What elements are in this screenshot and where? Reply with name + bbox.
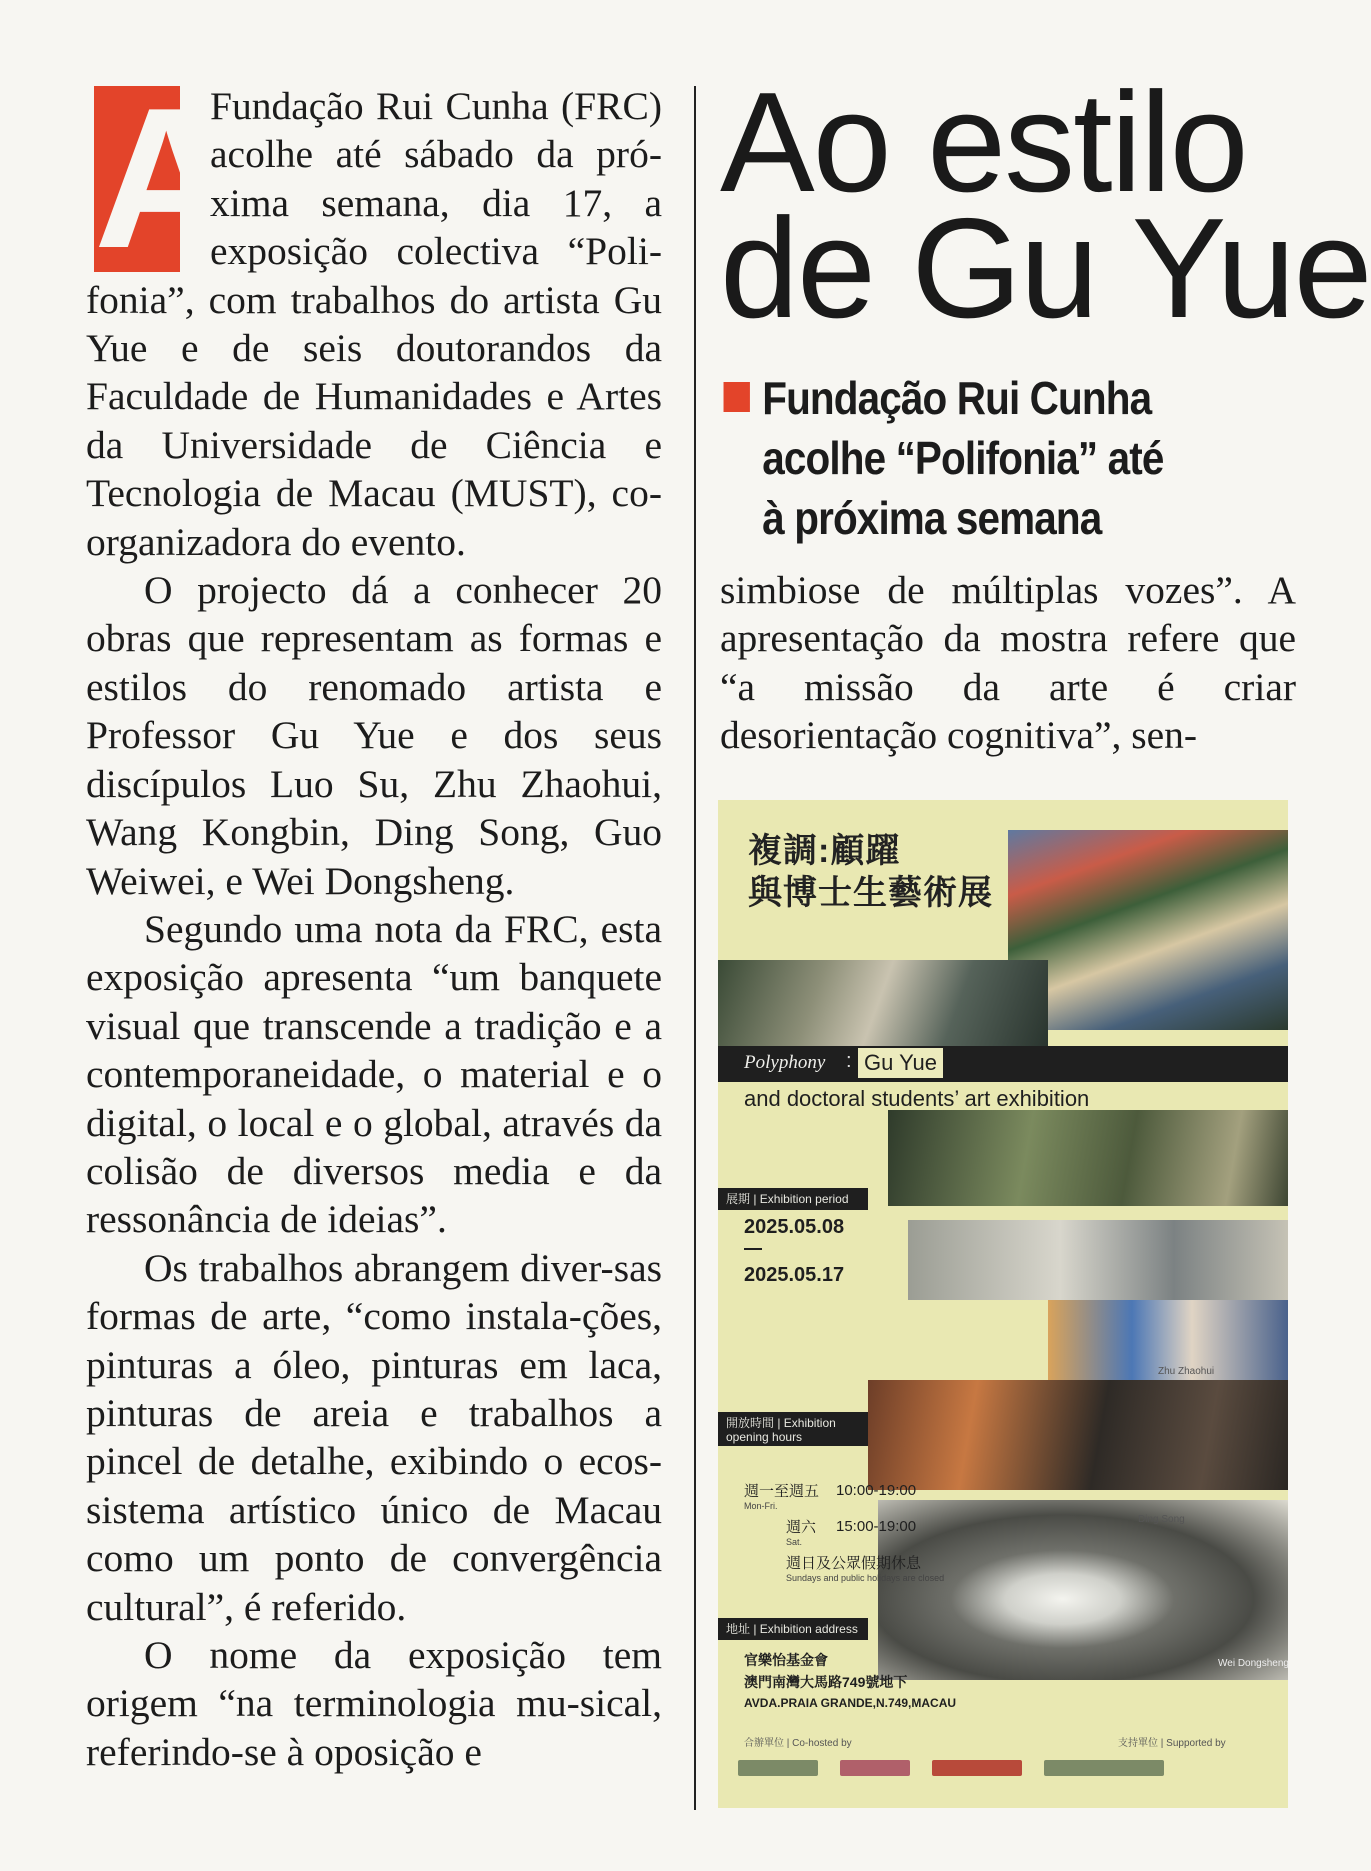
logo-faculty [840, 1760, 910, 1776]
saturday-cn: 週六 [786, 1519, 817, 1536]
paragraph-1: Fundação Rui Cunha (FRC) acolhe até sábado da pró-xima semana, dia 17, a exposição colectiva “Poli-fonia”, com trabalhos do artista Gu Yue e de seis doutorandos da Faculdade de Humanidades e Artes da Universidade de Ciência e Tecnologia de Macau (MUST), co-organizadora do evento. [86, 84, 662, 564]
organizer-label: 合辦單位 | Co-hosted by [744, 1738, 852, 1749]
subheadline [720, 368, 1283, 548]
sponsor-logos [738, 1756, 1278, 1780]
artwork-collage-4 [908, 1220, 1288, 1300]
weekday-en: Mon-Fri. [744, 1501, 778, 1511]
right-text [720, 566, 1296, 760]
period-label: 展期 | Exhibition period [718, 1188, 868, 1210]
square-bullet-icon [724, 382, 750, 412]
paragraph-3: Segundo uma nota da FRC, esta exposição apresenta “um banquete visual que transcende a tradição e a contemporaneidade, o material e o digital, o local e o global, através da colisão de diversos media e da ressonância de ideias”. [86, 906, 662, 1242]
artwork-collage-6 [868, 1380, 1288, 1490]
artist-label-zhu: Zhu Zhaohui [1158, 1366, 1215, 1377]
hours-weekday [744, 1480, 819, 1511]
subhead-line-1: Fundação Rui Cunha [762, 372, 1152, 424]
headline-line-1: Ao estilo [720, 63, 1247, 222]
saturday-en: Sat. [786, 1537, 803, 1547]
drop-cap: A [94, 67, 239, 290]
subhead-line-3: à próxima semana [762, 492, 1102, 544]
subhead-line-2: acolhe “Polifonia” até [762, 432, 1164, 484]
hours-weekday-time: 10:00-19:00 [836, 1482, 917, 1499]
hours-label: 開放時間 | Exhibition opening hours [718, 1412, 868, 1446]
artist-label-ding: Ding Song [1138, 1514, 1185, 1525]
closed-en: Sundays and public holidays are closed [786, 1573, 945, 1583]
sculpture-image [878, 1500, 1288, 1680]
logo-supporter [1044, 1760, 1164, 1776]
paragraph-2: O projecto dá a conhecer 20 obras que representam as formas e estilos do renomado artista e Professor Gu Yue e dos seus discípulos Luo Su, Zhu Zhaohui, Wang Kongbin, Ding Song, Guo Weiwei, e Wei Dongsheng. [86, 568, 662, 903]
date-dash [744, 1248, 762, 1250]
exhibition-poster-image [718, 800, 1288, 1808]
hours-saturday [786, 1516, 816, 1547]
headline [720, 63, 1371, 348]
date-end: 2025.05.17 [744, 1264, 845, 1286]
supporter-label: 支持單位 | Supported by [1118, 1738, 1226, 1749]
weekday-cn: 週一至週五 [744, 1483, 820, 1500]
artwork-collage-2 [718, 960, 1048, 1060]
paragraph-5: O nome da exposição tem origem “na terminologia mu-sical, referindo-se à oposição e [86, 1633, 662, 1774]
poster-title-cn-line-1: 複調:顧躍 [748, 832, 901, 870]
poster-title-polyphony: Polyphony [744, 1052, 826, 1073]
hours-saturday-time: 15:00-19:00 [836, 1518, 917, 1535]
logo-must [738, 1760, 818, 1776]
date-start: 2025.05.08 [744, 1216, 845, 1238]
artwork-collage-3 [888, 1110, 1288, 1206]
venue-name: 官樂怡基金會 [744, 1652, 828, 1668]
paragraph-4: Os trabalhos abrangem diver-sas formas de arte, “como instala-ções, pinturas a óleo, pinturas em laca, pinturas de areia e trabalhos a pincel de detalhe, exibindo o ecos-sistema artístico único de Macau como um ponto de convergência cultural”, é referido. [86, 1245, 662, 1629]
article-left-column [86, 67, 662, 1776]
hours-closed [786, 1552, 944, 1583]
headline-line-2: de Gu Yue [720, 189, 1371, 348]
logo-frc [932, 1760, 1022, 1776]
poster-title-chinese [748, 830, 993, 914]
poster-title-cn-line-2: 與博士生藝術展 [748, 874, 993, 912]
address-en: AVDA.PRAIA GRANDE,N.749,MACAU [744, 1696, 957, 1710]
closed-cn: 週日及公眾假期休息 [786, 1555, 922, 1572]
poster-artist-name: Gu Yue [858, 1048, 943, 1078]
paragraph-continuation: simbiose de múltiplas vozes”. A apresentação da mostra refere que “a missão da arte é criar desorientação cognitiva”, sen- [720, 568, 1296, 758]
article-right-column [720, 63, 1371, 760]
address-label: 地址 | Exhibition address [718, 1618, 868, 1640]
poster-title-colon: : [846, 1050, 852, 1072]
address-cn: 澳門南灣大馬路749號地下 [744, 1674, 908, 1690]
artwork-collage-1 [1008, 830, 1288, 1030]
artist-label-wei: Wei Dongsheng [1218, 1658, 1289, 1669]
poster-subtitle: and doctoral students’ art exhibition [744, 1086, 1090, 1111]
column-divider [694, 86, 696, 1810]
